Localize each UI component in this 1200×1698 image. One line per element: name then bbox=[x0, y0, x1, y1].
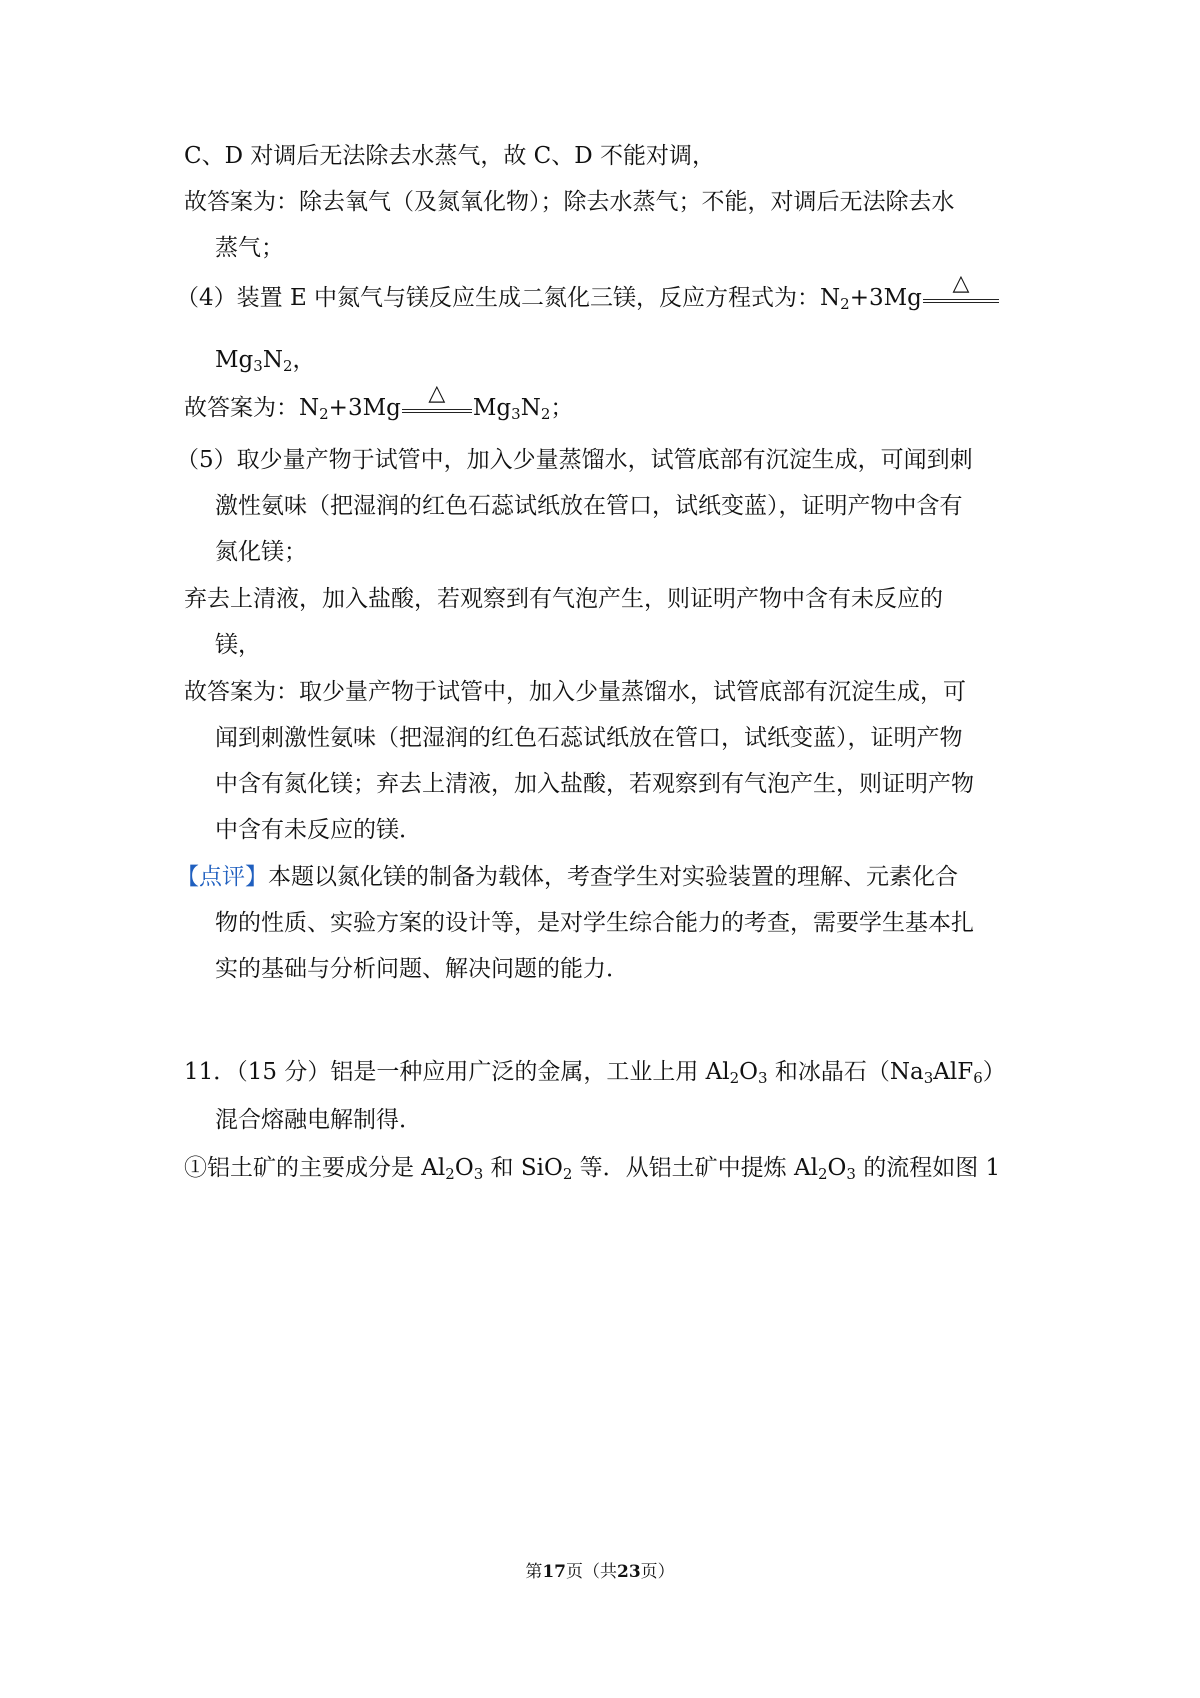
text-fragment: 和 SiO bbox=[483, 1155, 563, 1181]
text-line: 实的基础与分析问题、解决问题的能力． bbox=[215, 956, 629, 982]
text-fragment: 的流程如图 1 bbox=[855, 1155, 1001, 1181]
text-fragment: +3Mg bbox=[328, 395, 401, 421]
text-line: 激性氨味（把湿润的红色石蕊试纸放在管口，试纸变蓝），证明产物中含有 bbox=[215, 493, 963, 519]
subscript: 3 bbox=[253, 357, 263, 375]
text-fragment: O bbox=[739, 1059, 759, 1085]
review-tag: 【点评】 bbox=[176, 864, 268, 890]
text-line: 镁， bbox=[215, 632, 261, 658]
heat-reaction-arrow bbox=[402, 381, 472, 424]
text-fragment: 故答案为：N bbox=[184, 395, 320, 421]
subscript: 6 bbox=[973, 1069, 983, 1087]
current-page-number: 17 bbox=[542, 1562, 566, 1582]
text-fragment: ） bbox=[982, 1059, 1006, 1085]
heat-reaction-arrow bbox=[923, 271, 999, 314]
text-line: （5）取少量产物于试管中，加入少量蒸馏水，试管底部有沉淀生成，可闻到刺 bbox=[176, 447, 973, 473]
text-line: 故答案为：除去氧气（及氮氧化物）；除去水蒸气；不能，对调后无法除去水 bbox=[184, 189, 955, 215]
subscript: 2 bbox=[282, 357, 293, 375]
text-line: 物的性质、实验方案的设计等，是对学生综合能力的考查，需要学生基本扎 bbox=[215, 910, 974, 936]
text-fragment: ①铝土矿的主要成分是 Al bbox=[184, 1155, 446, 1181]
text-fragment: O bbox=[454, 1155, 474, 1181]
footer-middle: 页（共 bbox=[566, 1562, 617, 1582]
double-bar bbox=[923, 299, 999, 303]
total-page-count: 23 bbox=[617, 1562, 641, 1582]
text-fragment: （4）装置 E 中氮气与镁反应生成二氮化三镁，反应方程式为：N bbox=[176, 285, 841, 311]
text-fragment: +3Mg bbox=[849, 285, 922, 311]
subscript: 2 bbox=[445, 1165, 455, 1183]
text-fragment: 本题以氮化镁的制备为载体，考查学生对实验装置的理解、元素化合 bbox=[268, 864, 958, 890]
heat-triangle-icon: △ bbox=[428, 381, 446, 406]
subscript: 2 bbox=[729, 1069, 740, 1087]
subscript: 2 bbox=[840, 295, 850, 313]
text-line: 闻到刺激性氨味（把湿润的红色石蕊试纸放在管口，试纸变蓝），证明产物 bbox=[215, 725, 963, 751]
double-bar bbox=[402, 409, 472, 413]
text-fragment: AlF bbox=[933, 1059, 974, 1085]
question-line bbox=[184, 1056, 1006, 1088]
subscript: 2 bbox=[562, 1165, 573, 1183]
subscript: 2 bbox=[817, 1165, 828, 1183]
text-fragment: Mg bbox=[472, 395, 512, 421]
heat-triangle-icon: △ bbox=[952, 271, 970, 296]
text-fragment: O bbox=[827, 1155, 847, 1181]
text-line: 中含有未反应的镁． bbox=[215, 817, 422, 843]
text-fragment: N bbox=[520, 395, 541, 421]
equation-line bbox=[184, 381, 574, 424]
text-line: 弃去上清液，加入盐酸，若观察到有气泡产生，则证明产物中含有未反应的 bbox=[184, 586, 943, 612]
text-line: 中含有氮化镁；弃去上清液，加入盐酸，若观察到有气泡产生，则证明产物 bbox=[215, 771, 974, 797]
subscript: 3 bbox=[846, 1165, 856, 1183]
text-fragment: 11．（15 分）铝是一种应用广泛的金属，工业上用 Al bbox=[184, 1059, 730, 1085]
subscript: 3 bbox=[758, 1069, 768, 1087]
text-line: 混合熔融电解制得． bbox=[215, 1107, 422, 1133]
subscript: 3 bbox=[923, 1069, 934, 1087]
text-fragment: Mg bbox=[215, 347, 254, 373]
text-fragment: ； bbox=[550, 395, 574, 421]
text-line: 蒸气； bbox=[215, 235, 284, 261]
subscript: 2 bbox=[319, 405, 329, 423]
review-line bbox=[176, 861, 958, 893]
text-line: C、D 对调后无法除去水蒸气，故 C、D 不能对调， bbox=[184, 143, 716, 169]
subscript: 2 bbox=[540, 405, 551, 423]
text-line: 氮化镁； bbox=[215, 539, 307, 565]
question-line bbox=[184, 1152, 1000, 1184]
text-fragment: 等．从铝土矿中提炼 Al bbox=[572, 1155, 818, 1181]
footer-prefix: 第 bbox=[525, 1562, 543, 1582]
text-fragment: N bbox=[262, 347, 283, 373]
equation-line bbox=[176, 271, 1000, 314]
footer-suffix: 页） bbox=[640, 1562, 675, 1582]
equation-line bbox=[215, 344, 316, 376]
subscript: 3 bbox=[511, 405, 521, 423]
text-fragment: ， bbox=[292, 347, 316, 373]
page-footer bbox=[0, 1560, 1200, 1584]
subscript: 3 bbox=[473, 1165, 484, 1183]
text-line: 故答案为：取少量产物于试管中，加入少量蒸馏水，试管底部有沉淀生成，可 bbox=[184, 679, 966, 705]
text-fragment: 和冰晶石（Na bbox=[767, 1059, 924, 1085]
